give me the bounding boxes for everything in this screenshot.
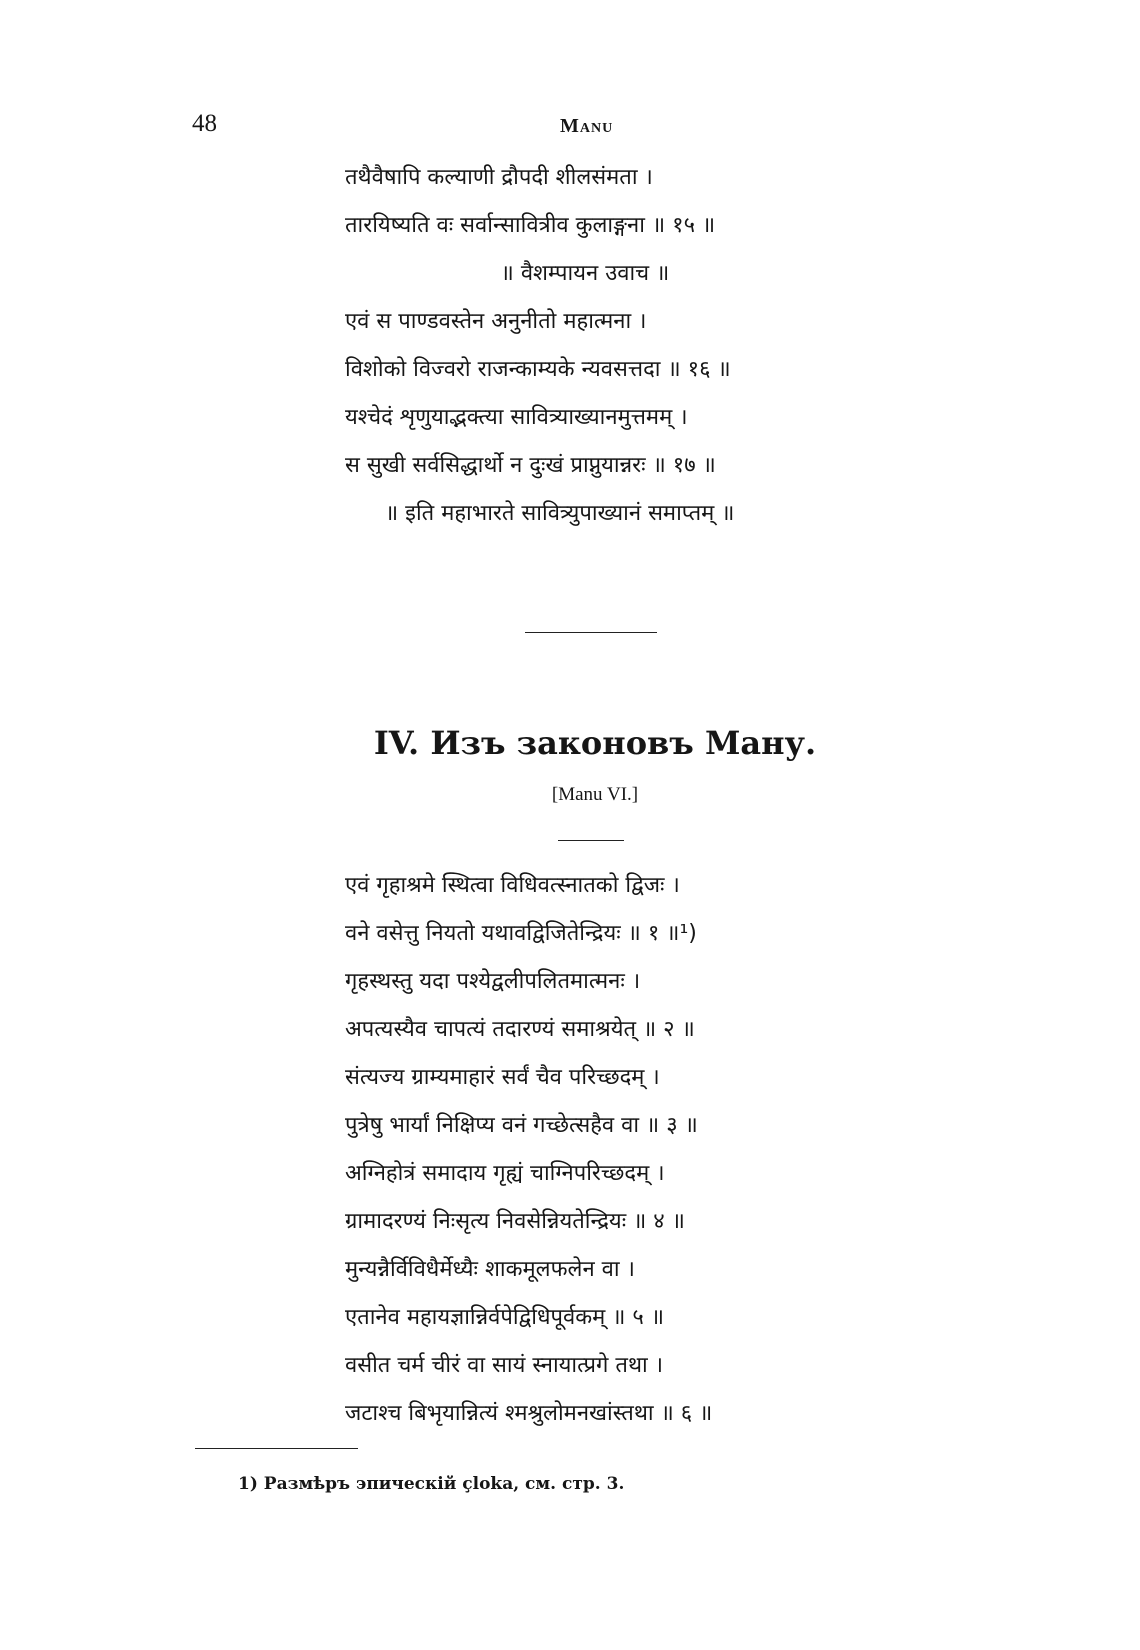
verse-line: ग्रामादरण्यं निःसृत्य निवसेन्नियतेन्द्रियः ॥ ४ ॥ — [345, 1209, 685, 1234]
title-underline-rule — [558, 840, 624, 841]
verse-line: एवं गृहाश्रमे स्थित्वा विधिवत्स्नातको द्विजः । — [345, 873, 680, 898]
verse-line: यश्चेदं शृणुयाद्भक्त्या सावित्र्याख्यानमुत्तमम् । — [345, 405, 688, 430]
verse-line: अग्निहोत्रं समादाय गृह्यं चाग्निपरिच्छदम् । — [345, 1161, 665, 1186]
verse-line: तारयिष्यति वः सर्वान्सावित्रीव कुलाङ्गना ॥ १५ ॥ — [345, 213, 716, 238]
verse-line: मुन्यन्नैर्विविधैर्मेध्यैः शाकमूलफलेन वा । — [345, 1257, 635, 1282]
footnote-rule — [195, 1448, 358, 1449]
verse-line: वने वसेत्तु नियतो यथावद्विजितेन्द्रियः ॥ १ ॥¹) — [345, 921, 697, 946]
verse-line: स सुखी सर्वसिद्धार्थो न दुःखं प्राप्नुयान्नरः ॥ १७ ॥ — [345, 453, 716, 478]
verse-line: गृहस्थस्तु यदा पश्येद्वलीपलितमात्मनः । — [345, 969, 641, 994]
page-number: 48 — [192, 110, 217, 137]
running-head: Manu — [560, 115, 614, 137]
verse-line: वसीत चर्म चीरं वा सायं स्नायात्प्रगे तथा । — [345, 1353, 664, 1378]
speaker-heading: ॥ वैशम्पायन उवाच ॥ — [500, 261, 670, 286]
verse-line: विशोको विज्वरो राजन्काम्यके न्यवसत्तदा ॥ १६ ॥ — [345, 357, 731, 382]
verse-line: संत्यज्य ग्राम्यमाहारं सर्वं चैव परिच्छदम् । — [345, 1065, 660, 1090]
verse-line: जटाश्च बिभृयान्नित्यं श्मश्रुलोमनखांस्तथा ॥ ६ ॥ — [345, 1401, 713, 1426]
verse-line: अपत्यस्यैव चापत्यं तदारण्यं समाश्रयेत् ॥ २ ॥ — [345, 1017, 695, 1042]
section-divider-rule — [525, 632, 657, 633]
section-source: [Manu VI.] — [551, 784, 639, 805]
verse-line: तथैवैषापि कल्याणी द्रौपदी शीलसंमता । — [345, 165, 653, 190]
verse-line: एवं स पाण्डवस्तेन अनुनीतो महात्मना । — [345, 309, 647, 334]
verse-line: पुत्रेषु भार्यां निक्षिप्य वनं गच्छेत्सहैव वा ॥ ३ ॥ — [345, 1113, 698, 1138]
manu-verses — [345, 862, 845, 1438]
section-title: IV. Изъ законовъ Ману. — [373, 724, 817, 762]
savitri-ending-verses — [345, 154, 845, 538]
footnote: 1) Размѣръ эпическій çloka, см. стр. 3. — [238, 1474, 625, 1494]
verse-line: एतानेव महायज्ञान्निर्वपेद्विधिपूर्वकम् ॥ ५ ॥ — [345, 1305, 665, 1330]
colophon-line: ॥ इति महाभारते सावित्र्युपाख्यानं समाप्तम् ॥ — [385, 501, 735, 526]
